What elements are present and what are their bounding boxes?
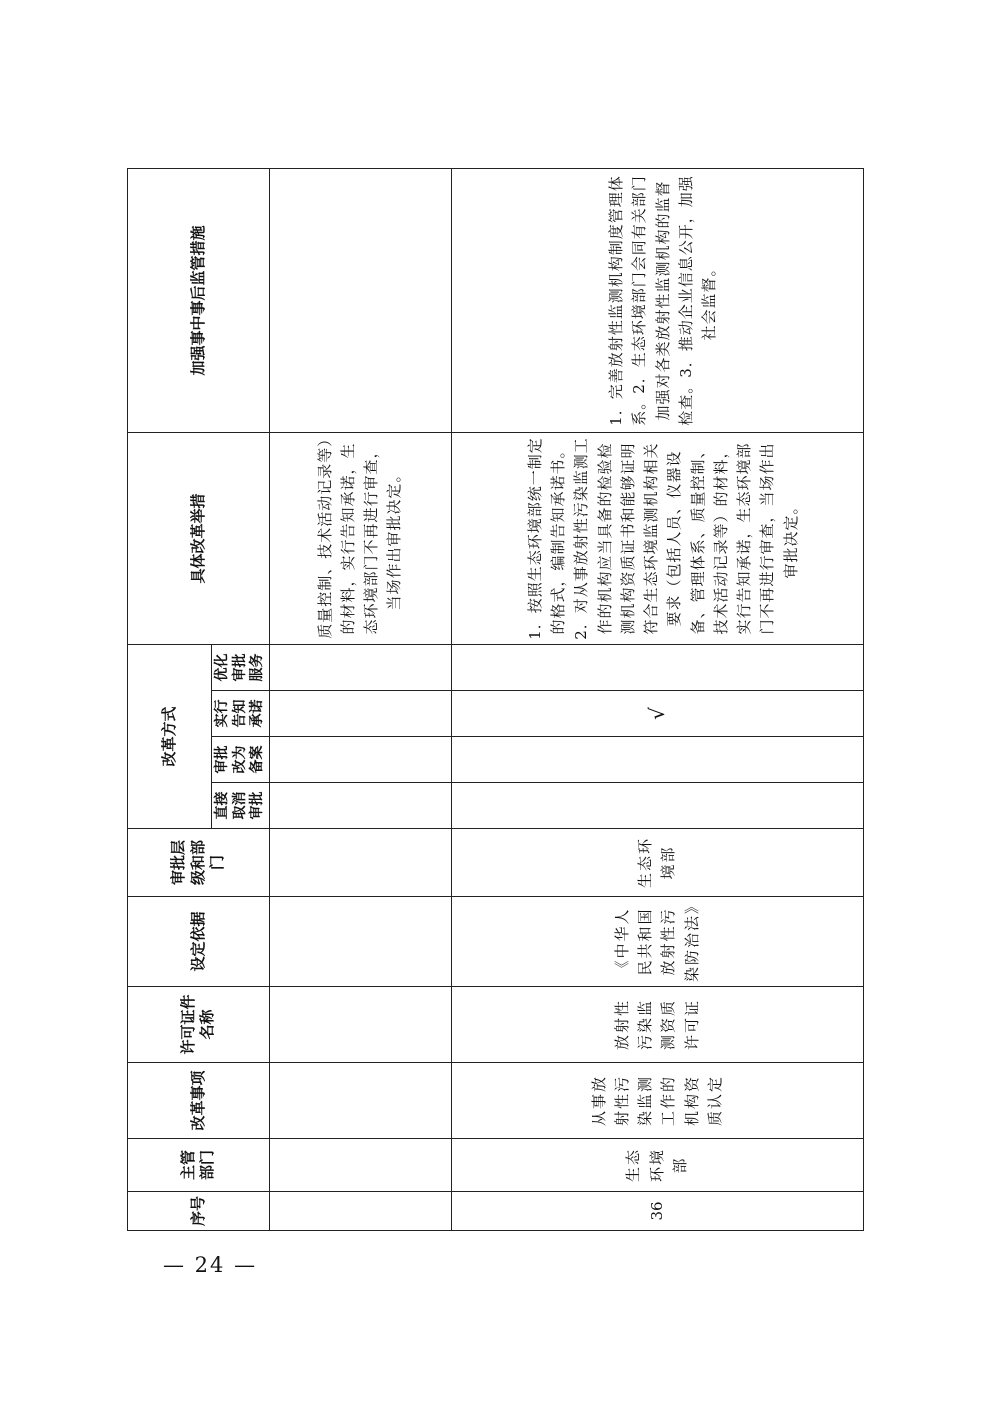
header-reform-method: 改革方式: [128, 644, 212, 828]
row-measures: 1．按照生态环境部统一制定的格式，编制告知承诺书。2．对从事放射性污染监测工作的机构应当具备的检验检测机构资质证书和能够证明符合生态环境监测机构相关要求（包括人员、仪器设备、管理体系、质量控制、技术活动记录等）的材料，实行告知承诺，生态环境部门不再进行审查，当场作出审批决定。: [451, 432, 864, 644]
row-cancel: [451, 783, 864, 829]
cont-commit: [269, 691, 451, 737]
header-measures: 具体改革举措: [128, 432, 270, 644]
header-method-cancel: 直接取消审批: [212, 783, 270, 829]
row-item: 从事放射性污染监测工作的机构资质认定: [451, 1063, 864, 1139]
header-method-optimize: 优化审批服务: [212, 644, 270, 690]
cont-filing: [269, 737, 451, 783]
continuation-row: [269, 168, 451, 1230]
row-optimize: [451, 644, 864, 690]
page-number: — 24 —: [163, 1253, 258, 1277]
header-serial: 序号: [128, 1192, 270, 1231]
header-method-filing: 审批改为备案: [212, 737, 270, 783]
cont-license: [269, 987, 451, 1063]
reform-table: [127, 169, 864, 1231]
table-row: [451, 168, 864, 1230]
header-level: 审批层级和部门: [128, 829, 270, 897]
header-method-commit: 实行告知承诺: [212, 691, 270, 737]
row-commit-check: √: [451, 691, 864, 737]
row-supervision: 1．完善放射性监测机构制度管理体系。2．生态环境部门会同有关部门加强对各类放射性监测机构的监督检查。3．推动企业信息公开，加强社会监督。: [451, 168, 864, 432]
header-supervision: 加强事中事后监管措施: [128, 168, 270, 432]
cont-supervision: [269, 168, 451, 432]
row-serial: 36: [451, 1192, 864, 1231]
cont-measures: 质量控制、技术活动记录等）的材料，实行告知承诺，生态环境部门不再进行审查，当场作出审批决定。: [269, 432, 451, 644]
row-license: 放射性污染监测资质许可证: [451, 987, 864, 1063]
header-dept: 主管部门: [128, 1139, 270, 1192]
cont-serial: [269, 1192, 451, 1231]
row-filing: [451, 737, 864, 783]
cont-level: [269, 829, 451, 897]
header-basis: 设定依据: [128, 897, 270, 987]
cont-optimize: [269, 644, 451, 690]
reform-grid: [127, 168, 864, 1231]
header-license: 许可证件名称: [128, 987, 270, 1063]
header-item: 改革事项: [128, 1063, 270, 1139]
cont-dept: [269, 1139, 451, 1192]
row-basis: 《中华人民共和国放射性污染防治法》: [451, 897, 864, 987]
row-dept: 生态环境部: [451, 1139, 864, 1192]
row-level: 生态环境部: [451, 829, 864, 897]
cont-basis: [269, 897, 451, 987]
cont-item: [269, 1063, 451, 1139]
header-row: [128, 168, 212, 1230]
cont-cancel: [269, 783, 451, 829]
